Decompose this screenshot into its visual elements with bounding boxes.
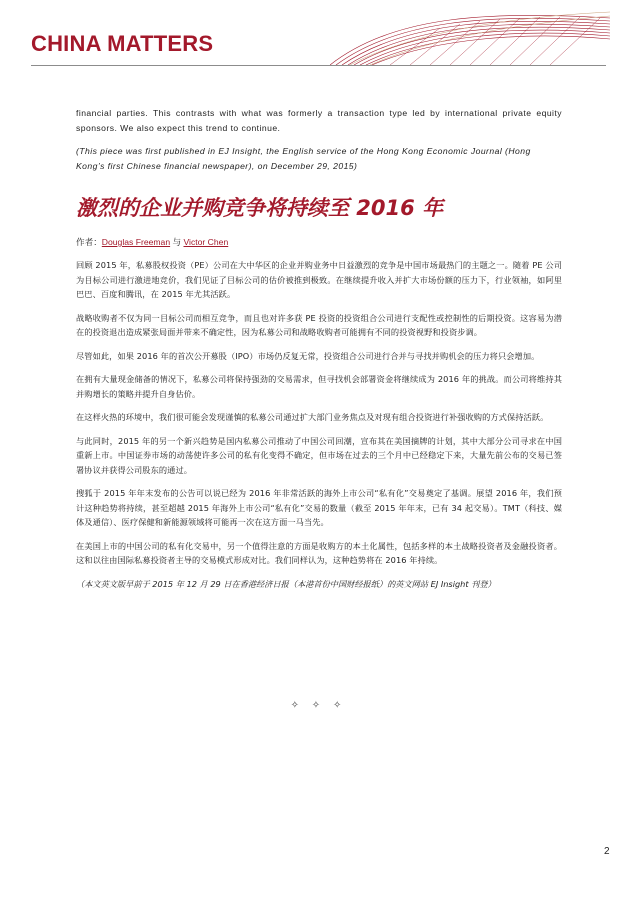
chinese-paragraph: 在美国上市的中国公司的私有化交易中，另一个值得注意的方面是收购方的本土化属性，包括多样的本土战略投资者及金融投资者。这和以往由国际私募投资者主导的交易模式形成对比。我们同样认为，这种趋势将在 2016 年持续。 [76,540,562,565]
authors-join: 与 [170,237,184,247]
header-arc-ornament-icon [330,8,610,68]
chinese-paragraph: 在这样火热的环境中，我们很可能会发现谨慎的私募公司通过扩大部门业务焦点及对现有组合投资进行补强收购的方式保持活跃。 [76,412,549,422]
author-link-victor-chen[interactable]: Victor Chen [183,237,229,247]
authors-prefix: 作者： [76,237,102,247]
author-line [76,236,562,249]
chinese-paragraph: 战略收购者不仅为同一目标公司而相互竞争，而且也对许多获 PE 投资的投资组合公司进行支配性或控制性的后期投资。这容易为潜在的投资退出造成紧张局面并带来不确定性，因为私募公司和战略收购者可能拥有不同的投资视野和投资步调。 [76,312,562,337]
brand-logo-text: CHINA MATTERS [31,31,214,56]
author-link-douglas-freeman[interactable]: Douglas Freeman [101,237,171,247]
chinese-paragraph: 搜狐于 2015 年年末发布的公告可以说已经为 2016 年非常活跃的海外上市公司“私有化”交易奠定了基调。展望 2016 年，我们预计这种趋势将持续，甚至超越 2015 年海外上市公司“私有化”交易的数量（截至 2015 年年末，已有 34 起交易）。TMT（科技、媒体及通信）、医疗保健和新能源领域将可能再一次在这方面一马当先。 [76,488,562,527]
chinese-paragraph: 在拥有大量现金储备的情况下，私募公司将保持强劲的交易需求，但寻找机会部署资金将继续成为 2016 年的挑战。而公司将维持其并购增长的策略并提升自身估价。 [76,374,562,399]
chinese-paragraph: 回顾 2015 年，私募股权投资（PE）公司在大中华区的企业并购业务中日益激烈的竞争是中国市场最热门的主题之一。随着 PE 公司为目标公司进行激进地竞价，我们见证了目标公司的估价被推到极致。在继续提升收入并扩大市场份额的压力下，行业领袖，如阿里巴巴、百度和腾讯，在 2015 年尤其活跃。 [76,260,562,299]
chinese-paragraph: 与此同时，2015 年的另一个新兴趋势是国内私募公司推动了中国公司回潮，宣布其在美国摘牌的计划，其中大部分公司寻求在中国重新上市。中国证券市场的动荡使许多公司的私有化变得不确定，但市场在过去的三个月中已经稳定下来，大量先前公布的交易已签署协议并获得公司股东的通过。 [76,435,562,475]
header-divider [31,65,606,66]
english-source-note: (This piece was first published in EJ Insight, the English service of the Hong Kong Economic Journal (Hong Kong’s first Chinese financial newspaper), on December 29, 2015) [76,146,531,171]
page-number: 2 [604,846,610,857]
section-divider-ornament: ✧ ✧ ✧ [290,700,347,711]
chinese-paragraph: 尽管如此，如果 2016 年的首次公开募股（IPO）市场仍反复无常，投资组合公司进行合并与寻找并购机会的压力将只会增加。 [76,350,540,361]
english-closing-paragraph: financial parties. This contrasts with what was formerly a transaction type led by international private equity sponsors. We also expect this trend to continue. [76,108,562,133]
page-header [0,0,637,72]
article-body [76,106,562,591]
chinese-source-note: （本文英文版早前于 2015 年 12 月 29 日在香港经济日报（本港首份中国财经报纸）的英文网站 EJ Insight 刊登） [76,578,496,589]
chinese-article-title: 激烈的企业并购竞争将持续至 2016 年 [76,196,444,220]
